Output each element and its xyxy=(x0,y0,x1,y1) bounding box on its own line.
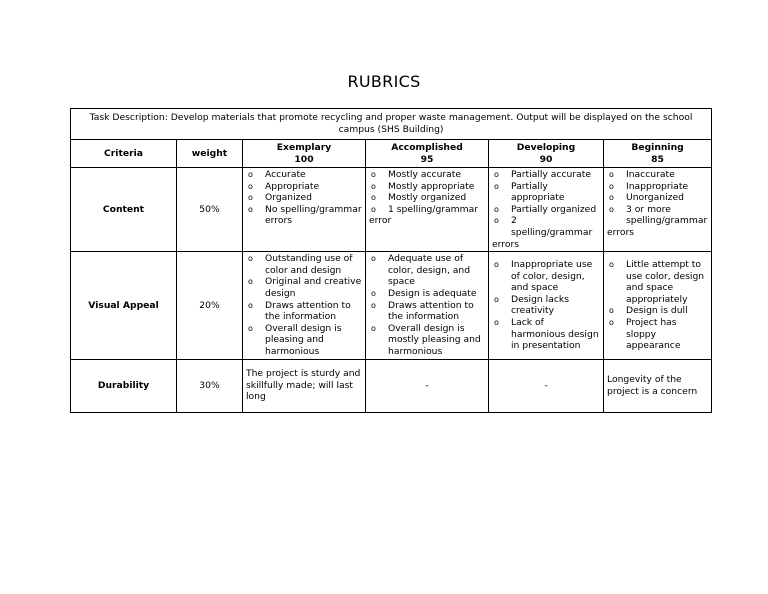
list-item: o Outstanding use of color and design xyxy=(246,253,362,276)
task-description-row xyxy=(71,109,712,140)
developing-cell: - xyxy=(489,359,604,412)
list-item: o Appropriate xyxy=(246,181,362,193)
list-item: o Little attempt to use color, design and space appropriately xyxy=(607,259,708,305)
level-name: Developing xyxy=(516,141,576,153)
list-item: o Overall design is pleasing and harmonious xyxy=(246,323,362,358)
list-item: o Lack of harmonious design in presentation xyxy=(492,317,600,352)
list-item: o Partially accurate xyxy=(492,169,600,181)
list-item: o Inappropriate use of color, design, and space xyxy=(492,259,600,294)
header-exemplary xyxy=(243,140,366,168)
weight-cell: 30% xyxy=(177,359,243,412)
list-item-tail: errors xyxy=(492,238,520,250)
accomplished-cell xyxy=(366,168,489,252)
list-item: o Partially appropriate xyxy=(492,181,600,204)
header-weight: weight xyxy=(177,140,243,168)
weight-cell: 20% xyxy=(177,252,243,359)
criteria-cell: Visual Appeal xyxy=(71,252,177,359)
beginning-cell xyxy=(604,168,712,252)
page-title: RUBRICS xyxy=(347,72,421,91)
developing-cell xyxy=(489,252,604,359)
list-item: o Organized xyxy=(246,192,362,204)
header-developing xyxy=(489,140,604,168)
list-item: o Design lacks creativity xyxy=(492,294,600,317)
list-item: o Accurate xyxy=(246,169,362,181)
exemplary-cell xyxy=(243,168,366,252)
list-item: o Project has sloppy appearance xyxy=(607,317,708,352)
list-item: o No spelling/grammar errors xyxy=(246,204,362,227)
criteria-cell: Content xyxy=(71,168,177,252)
task-description: Task Description: Develop materials that promote recycling and proper waste management. Output will be displayed on the school campus (SHS Building) xyxy=(71,109,712,140)
header-beginning xyxy=(604,140,712,168)
level-name: Beginning xyxy=(631,141,684,153)
list-item: o Overall design is mostly pleasing and harmonious xyxy=(369,323,485,358)
level-score: 85 xyxy=(651,153,664,165)
beginning-cell xyxy=(604,252,712,359)
list-item: o 2 spelling/grammar xyxy=(492,215,600,238)
level-score: 95 xyxy=(420,153,434,165)
list-item-tail: error xyxy=(369,215,392,227)
level-score: 90 xyxy=(539,153,553,165)
list-item: o Original and creative design xyxy=(246,276,362,299)
table-row-durability xyxy=(71,359,712,412)
list-item: o Design is dull xyxy=(607,305,708,317)
developing-cell xyxy=(489,168,604,252)
level-score: 100 xyxy=(294,153,314,165)
table-row-visual-appeal xyxy=(71,252,712,359)
accomplished-cell: - xyxy=(366,359,489,412)
list-item: o Partially organized xyxy=(492,204,600,216)
header-row xyxy=(71,140,712,168)
list-item: o Mostly appropriate xyxy=(369,181,485,193)
list-item: o Mostly accurate xyxy=(369,169,485,181)
list-item: o Adequate use of color, design, and space xyxy=(369,253,485,288)
criteria-cell: Durability xyxy=(71,359,177,412)
list-item: o Draws attention to the information xyxy=(369,300,485,323)
accomplished-cell xyxy=(366,252,489,359)
list-item: o Inaccurate xyxy=(607,169,708,181)
list-item: o Draws attention to the information xyxy=(246,300,362,323)
rubric-table xyxy=(70,108,712,413)
exemplary-cell: The project is sturdy and skillfully made; will last long xyxy=(243,359,366,412)
header-accomplished xyxy=(366,140,489,168)
weight-cell: 50% xyxy=(177,168,243,252)
list-item: o Design is adequate xyxy=(369,288,485,300)
list-item-tail: errors xyxy=(607,226,635,238)
exemplary-cell xyxy=(243,252,366,359)
header-criteria: Criteria xyxy=(71,140,177,168)
list-item: o 3 or more spelling/grammar xyxy=(607,204,708,227)
list-item: o Unorganized xyxy=(607,192,708,204)
level-name: Exemplary xyxy=(276,141,332,153)
list-item: o Mostly organized xyxy=(369,192,485,204)
list-item: o 1 spelling/grammar xyxy=(369,204,485,216)
list-item: o Inappropriate xyxy=(607,181,708,193)
beginning-cell: Longevity of the project is a concern xyxy=(604,359,712,412)
table-row-content xyxy=(71,168,712,252)
level-name: Accomplished xyxy=(391,141,463,153)
